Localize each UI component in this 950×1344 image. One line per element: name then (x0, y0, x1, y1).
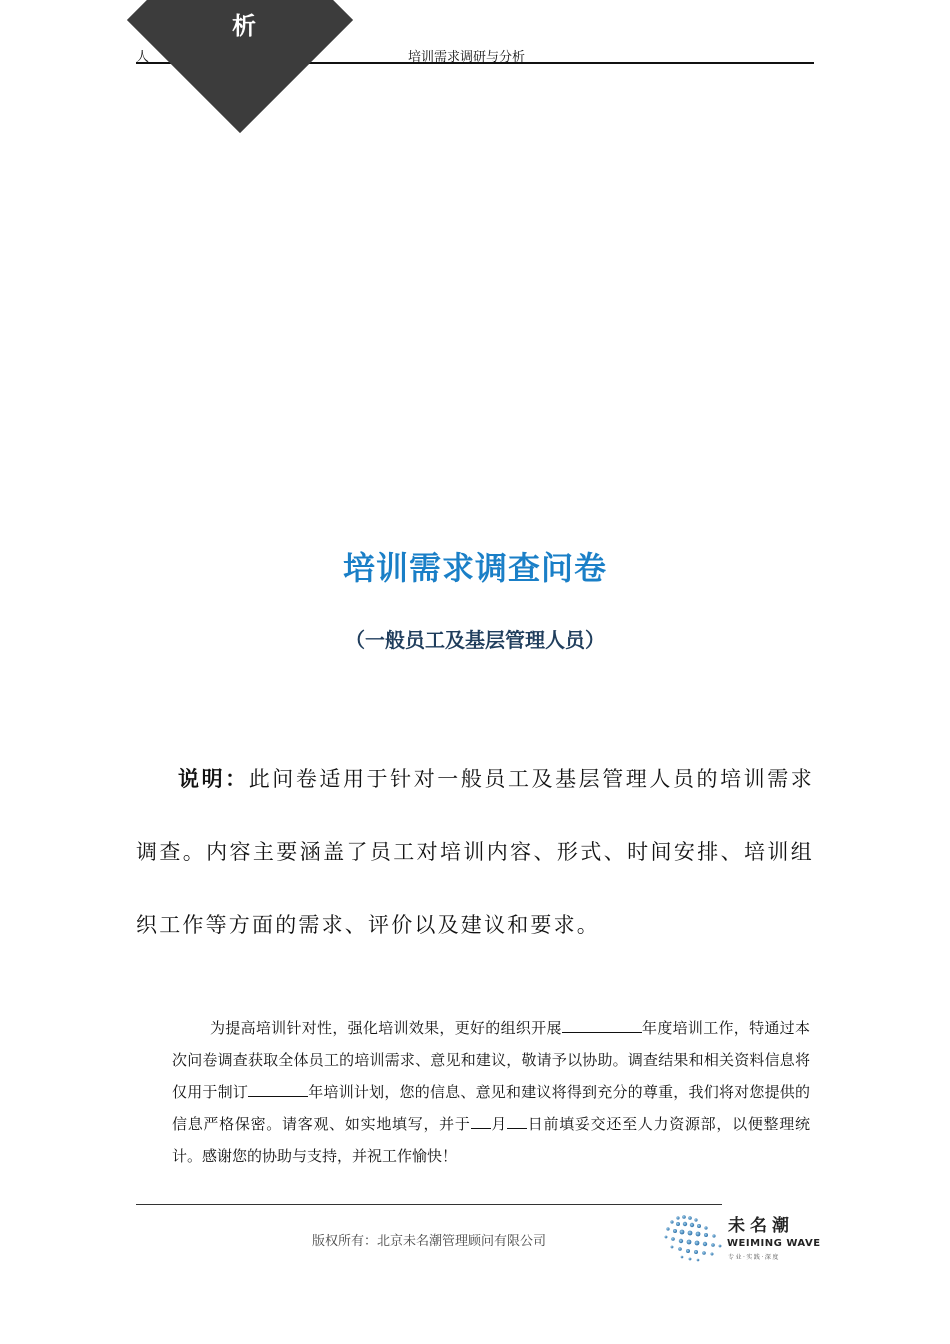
logo-english-name: WEIMING WAVE (727, 1238, 821, 1249)
description-paragraph (136, 742, 814, 962)
description-label: 说明： (178, 766, 249, 791)
month-blank[interactable] (471, 1110, 491, 1129)
logo-chinese-name: 未名潮 (728, 1216, 794, 1236)
intro-letter (172, 1012, 810, 1172)
description-text: 此问卷适用于针对一般员工及基层管理人员的培训需求调查。内容主要涵盖了员工对培训内容、形式、时间安排、培训组织工作等方面的需求、评价以及建议和要求。 (136, 767, 814, 937)
footer-rule (136, 1204, 722, 1205)
corner-character: 析 (232, 12, 256, 40)
letter-part-3: 年培训计划，您的信息、意见和建议将得到充分的尊重，我们将对您提供的信息严格保密。请客观、如实地填写，并于 (172, 1083, 810, 1133)
logo-slogan: 专业·实践·深度 (728, 1254, 780, 1261)
day-blank[interactable] (507, 1110, 527, 1129)
letter-part-2: 年度培训工作，特通过本次问卷调查获取全体员工的培训需求、意见和建议，敬请予以协助。调查结果和相关资料信息将仅用于制订 (172, 1019, 810, 1101)
letter-part-4: 月 (490, 1115, 508, 1133)
page-subtitle: （一般员工及基层管理人员） (345, 628, 605, 652)
letter-part-1: 为提高培训针对性，强化培训效果，更好的组织开展 (210, 1019, 562, 1037)
copyright-text: 版权所有：北京未名潮管理顾问有限公司 (311, 1234, 546, 1249)
header-left-text: 人 (136, 50, 150, 65)
page-title: 培训需求调查问卷 (342, 549, 607, 587)
letter-part-5: 日前填妥交还至人力资源部，以便整理统计。感谢您的协助与支持，并祝工作愉快！ (172, 1115, 810, 1165)
year-blank-1[interactable] (562, 1014, 642, 1033)
year-blank-2[interactable] (248, 1078, 308, 1097)
header-title: 培训需求调研与分析 (408, 50, 526, 65)
